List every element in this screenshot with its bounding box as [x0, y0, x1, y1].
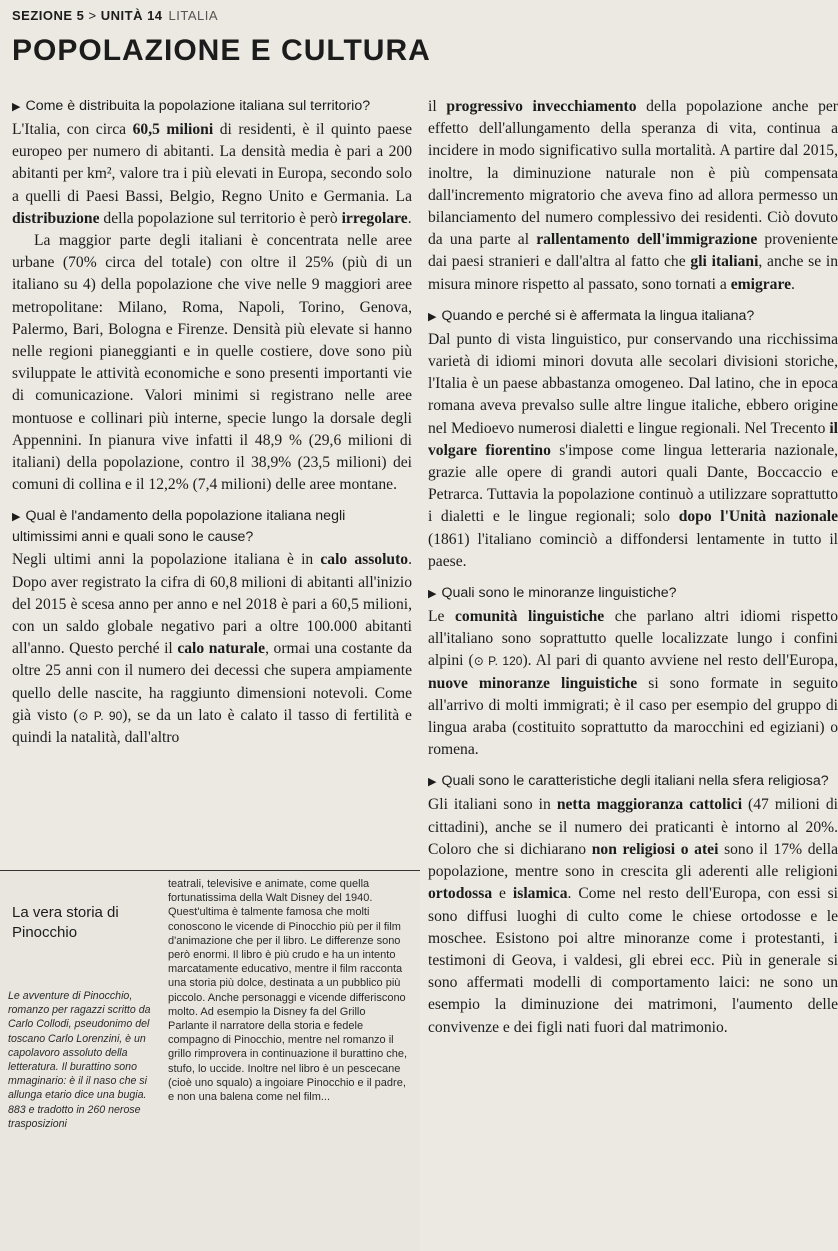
header-separator: >	[84, 8, 101, 23]
paragraph-population: L'Italia, con circa 60,5 milioni di residenti, è il quinto paese europeo per numero di abitanti. La densità media è pari a 200 abitanti per km², valore tra i più elevati in Europa, secondo solo a quelli di Paesi Bassi, Belgio, Regno Unito e Germania. La distribuzione della popolazione sul territorio è però irregolare.	[12, 121, 413, 227]
triangle-bullet-icon: ▶	[12, 101, 21, 113]
paragraph-urban: La maggior parte degli italiani è concentrata nelle aree urbane (70% circa del totale) con oltre il 25% (più di un italiano su 4) della popolazione che vive nelle 9 maggiori aree metropolitane: Milano, Roma, Napoli, Torino, Genova, Palermo, Bari, Bologna e Firenze. Densità più elevate si hanno nelle regioni pianeggianti e in quelle costiere, dove sono più sviluppate le attività economiche e sono presenti importanti vie di comunicazione. Valori minimi si registrano nelle aree montuose e collinari più interne, specie lungo la dorsale degli Appennini. In pianura vive infatti il 48,9 % (29,6 milioni di italiani) della popolazione, contro il 38,9% (23,5 milioni) dei comuni di collina e il 12,2% (7,4 milioni) delle aree montane.	[12, 232, 412, 494]
triangle-bullet-icon: ▶	[12, 511, 21, 524]
triangle-bullet-icon: ▶	[428, 776, 437, 789]
box-body	[168, 877, 408, 1104]
question-text: Qual è l'andamento della popolazione italiana negli ultimissimi anni e quali sono le cause?	[12, 508, 346, 546]
subject-label: LITALIA	[168, 8, 219, 23]
question-distribution	[12, 96, 412, 117]
triangle-bullet-icon: ▶	[428, 310, 437, 323]
question-text: Quali sono le minoranze linguistiche?	[441, 585, 677, 602]
paragraph-religion: Gli italiani sono in netta maggioranza cattolici (47 milioni di cittadini), anche se il numero dei praticanti è intorno al 20%. Coloro che si dichiarano non religiosi o atei sono il 17% della popolazione, mentre sono in crescita gli aderenti alle religioni ortodossa e islamica. Come nel resto dell'Europa, con essi si sono diffusi luoghi di culto come le chiese ortodosse e le moschee. Esistono poi altre minoranze come i protestanti, i testimoni di Geova, i valdesi, gli ebrei ecc. Più in generale si sono affermati modelli di comportamento laici: ne sono un esempio la diminuzione dei matrimoni, l'aumento delle convivenze e dei figli nati fuori dal matrimonio.	[428, 796, 838, 1036]
left-column	[12, 96, 412, 759]
question-minorities	[428, 583, 838, 604]
triangle-bullet-icon: ▶	[428, 588, 437, 601]
question-text: Quando e perché si è affermata la lingua italiana?	[441, 307, 755, 324]
paragraph-decline: Negli ultimi anni la popolazione italiana è in calo assoluto. Dopo aver registrato la cifra di 60,8 milioni di abitanti all'inizio del 2015 è scesa anno per anno e nel 2018 è pari a 60,5 milioni, con un saldo globale negativo pari a oltre 100.000 abitanti all'anno. Questo perché il calo naturale, ormai una costante da oltre 25 anni con il numero dei decessi che supera ampiamente quello delle nascite, ha raggiunto dimensioni notevoli. Come già visto (⊙ P. 90), se da un lato è calato il tasso di fertilità e quindi la natalità, dall'altro	[12, 551, 412, 747]
question-trend	[12, 506, 412, 547]
page-title: POPOLAZIONE E CULTURA	[12, 34, 431, 67]
unit-label: UNITÀ 14	[100, 8, 163, 23]
question-text: Come è distribuita la popolazione italiana sul territorio?	[25, 98, 371, 114]
right-column	[428, 96, 838, 1049]
paragraph-language: Dal punto di vista linguistico, pur conservando una ricchissima varietà di idiomi minori dovuta alle secolari divisioni storiche, l'Italia è un paese abbastanza omogeneo. Dal latino, che in epoca romana aveva prevalso sulle altre lingue italiche, ebbero origine nel Medioevo numerosi dialetti e lingue regionali. Nel Trecento il volgare fiorentino s'impose come lingua letteraria nazionale, grazie alle opere di grandi autori quali Dante, Boccaccio e Petrarca. Tuttavia la popolazione continuò a utilizzare soprattutto i dialetti e le lingue regionali; solo dopo l'Unità nazionale (1861) l'italiano cominciò a diffondersi lentamente in tutto il paese.	[428, 330, 838, 570]
question-religion	[428, 771, 838, 792]
pinocchio-box	[0, 870, 420, 1251]
section-label: SEZIONE 5	[12, 8, 85, 23]
box-sidebar-text: Le avventure di Pinocchio, romanzo per ragazzi scritto da Carlo Collodi, pseudonimo del toscano Carlo Lorenzini, è un capolavoro assoluto della letteratura. Il burattino sono mmaginario: è il il naso che si allunga etario dice una bugia. 883 e tradotto in 260 nerose trasposizioni	[8, 990, 151, 1130]
box-paragraph: teatrali, televisive e animate, come quella fortunatissima della Walt Disney del 1940. Quest'ultima è talmente famosa che molti conoscono le vicende di Pinocchio più per il film d'animazione che per il libro. Le differenze sono però enormi. Il libro è più crudo e ha un intento marcatamente educativo, mentre il film racconta una storia più dolce, destinata a un pubblico più piccolo. Anche personaggi e vicende differiscono molto. Ad esempio la Disney fa del Grillo Parlante il narratore della storia e fedele compagno di Pinocchio, mentre nel romanzo il grillo rimprovera in continuazione il burattino che, stufo, lo uccide. Inoltre nel libro è un pescecane (cioè uno squalo) a ingoiare Pinocchio e il padre, e non una balena come nel film...	[168, 878, 408, 1104]
question-text: Quali sono le caratteristiche degli italiani nella sfera religiosa?	[441, 773, 829, 790]
paragraph-minorities: Le comunità linguistiche che parlano altri idiomi rispetto all'italiano sono soprattutto quelle localizzate lungo i confini alpini (⊙ P. 120). Al pari di quanto avviene nel resto dell'Europa, nuove minoranze linguistiche si sono formate in seguito all'arrivo di molti immigrati; è il caso per esempio del gruppo di lingua araba (costituito soprattutto da marocchini ed egiziani) o romena.	[428, 608, 838, 759]
box-title: La vera storia di Pinocchio	[12, 904, 119, 941]
page-header	[12, 8, 218, 23]
paragraph-aging: il progressivo invecchiamento della popolazione anche per effetto dell'allungamento della speranza di vita, continua a incidere in modo significativo sulla mortalità. A partire dal 2015, inoltre, la diminuzione naturale non è più compensata dall'incremento migratorio che aveva fino ad allora permesso un bilanciamento del numero complessivo dei residenti. Ciò dovuto da una parte al rallentamento dell'immigrazione proveniente dai paesi stranieri e dall'altra al fatto che gli italiani, anche se in misura minore rispetto al passato, sono tornati a emigrare.	[428, 98, 838, 293]
question-language	[428, 306, 838, 327]
